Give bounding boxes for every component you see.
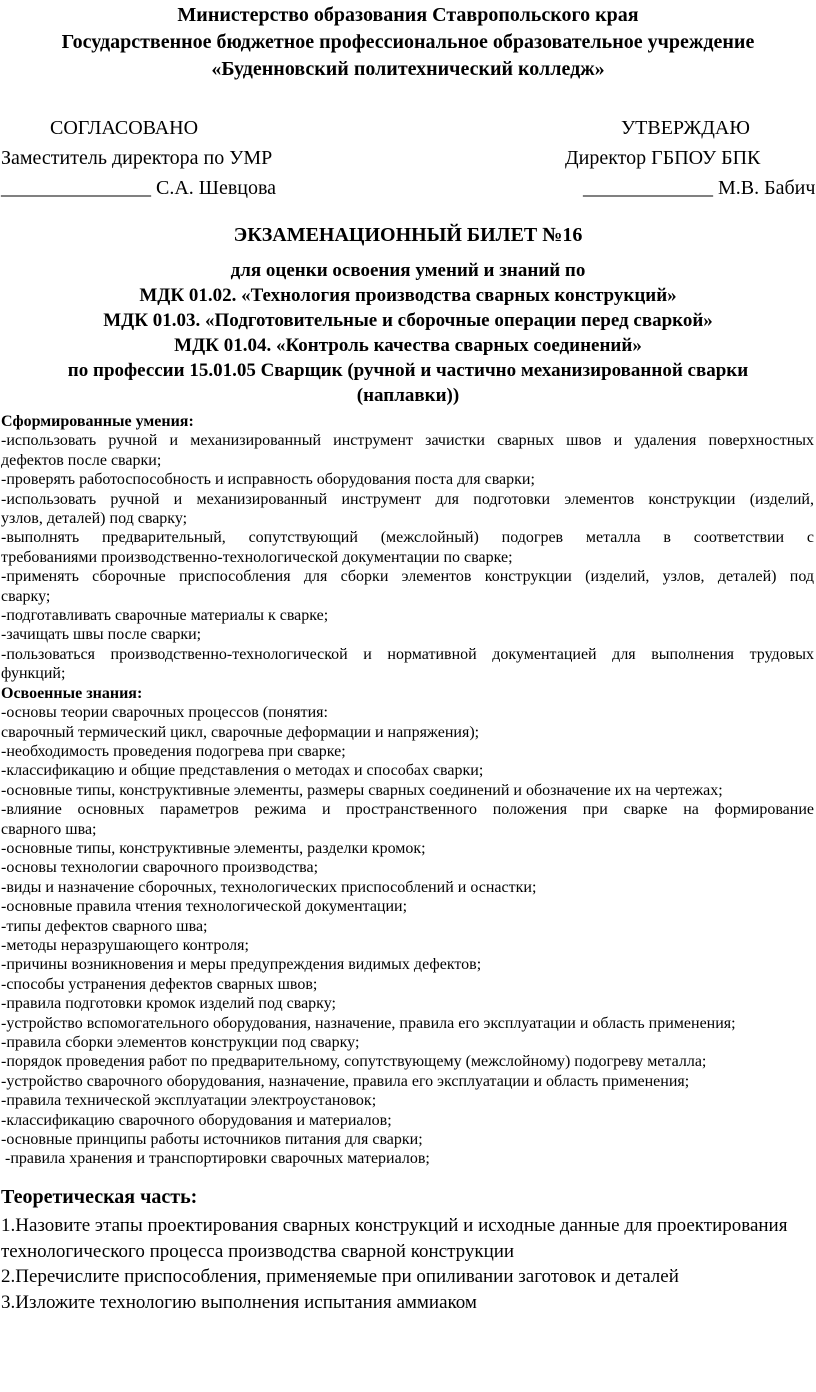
ticket-subtitle-line: для оценки освоения умений и знаний по bbox=[230, 260, 586, 281]
deputy-director-position: Заместитель директора по УМР bbox=[1, 147, 273, 169]
skill-line: -пользоваться производственно-технологической и нормативной документацией для выполнения трудовых bbox=[1, 645, 814, 663]
ticket-subtitle-line: МДК 01.04. «Контроль качества сварных соединений» bbox=[174, 335, 642, 356]
skill-line: -проверять работоспособность и исправность оборудования поста для сварки; bbox=[1, 471, 535, 489]
ticket-subtitle-line: (наплавки)) bbox=[356, 385, 460, 406]
skills-heading: Сформированные умения: bbox=[1, 413, 194, 430]
college-name-line: «Буденновский политехнический колледж» bbox=[211, 58, 605, 80]
skill-line: требованиями производственно-технологической документации по сварке; bbox=[1, 548, 513, 566]
knowledge-line: -классификацию и общие представления о методах и способах сварки; bbox=[1, 762, 484, 780]
knowledge-line: -правила технической эксплуатации электроустановок; bbox=[1, 1092, 377, 1110]
skills-section bbox=[0, 412, 816, 684]
knowledge-line: -устройство вспомогательного оборудования, назначение, правила его эксплуатации и область применения; bbox=[1, 1014, 736, 1032]
knowledge-line: -порядок проведения работ по предварительному, сопутствующему (межслойному) подогреву металла; bbox=[1, 1053, 707, 1071]
skill-line: дефектов после сварки; bbox=[1, 451, 162, 469]
director-position: Директор ГБПОУ БПК bbox=[565, 147, 761, 169]
ticket-subtitle-line: МДК 01.02. «Технология производства сварных конструкций» bbox=[139, 285, 677, 306]
approved-title: УТВЕРЖДАЮ bbox=[621, 117, 750, 139]
signature-block bbox=[0, 117, 816, 197]
knowledge-line: сварного шва; bbox=[1, 820, 97, 838]
knowledge-line: -правила подготовки кромок изделий под сварку; bbox=[1, 995, 336, 1013]
theory-heading: Теоретическая часть: bbox=[1, 1185, 198, 1208]
skill-line: узлов, деталей) под сварку; bbox=[1, 510, 188, 528]
knowledge-line: -устройство сварочного оборудования, назначение, правила его эксплуатации и область применения; bbox=[1, 1072, 690, 1090]
skill-line: -использовать ручной и механизированный инструмент для подготовки элементов конструкции (изделий, bbox=[1, 490, 814, 508]
ticket-title: ЭКЗАМЕНАЦИОННЫЙ БИЛЕТ №16 bbox=[233, 224, 583, 246]
skill-line: -выполнять предварительный, сопутствующий (межслойный) подогрев металла в соответствии с bbox=[1, 529, 814, 547]
knowledge-line: -правила сборки элементов конструкции под сварку; bbox=[1, 1034, 360, 1051]
knowledge-line: -основы технологии сварочного производства; bbox=[1, 859, 319, 877]
skill-line: функций; bbox=[1, 665, 66, 683]
knowledge-line: -основы теории сварочных процессов (понятия: bbox=[1, 704, 328, 722]
skill-line: -использовать ручной и механизированный инструмент зачистки сварных швов и удаления поверхностных bbox=[1, 432, 814, 450]
knowledge-line: сварочный термический цикл, сварочные деформации и напряжения); bbox=[1, 723, 480, 741]
agreed-title: СОГЛАСОВАНО bbox=[50, 117, 199, 139]
ticket-subtitle-line: по профессии 15.01.05 Сварщик (ручной и частично механизированной сварки bbox=[67, 360, 749, 381]
deputy-director-signature: _______________ С.А. Шевцова bbox=[1, 177, 277, 199]
theory-section bbox=[0, 1185, 816, 1316]
question-line: 2.Перечислите приспособления, применяемые при опиливании заготовок и деталей bbox=[1, 1266, 679, 1288]
knowledge-line: -основные правила чтения технологической документации; bbox=[1, 898, 408, 916]
knowledge-section bbox=[0, 684, 816, 1169]
knowledge-line: -правила хранения и транспортировки сварочных материалов; bbox=[1, 1150, 430, 1168]
ticket-subtitle-line: МДК 01.03. «Подготовительные и сборочные операции перед сваркой» bbox=[103, 310, 713, 331]
skill-line: -зачищать швы после сварки; bbox=[1, 626, 202, 644]
knowledge-line: -влияние основных параметров режима и пространственного положения при сварке на формирование bbox=[1, 801, 814, 819]
question-line: 3.Изложите технологию выполнения испытания аммиаком bbox=[1, 1291, 477, 1313]
skill-line: сварку; bbox=[1, 587, 51, 605]
knowledge-line: -способы устранения дефектов сварных швов; bbox=[1, 975, 318, 993]
knowledge-line: -виды и назначение сборочных, технологических приспособлений и оснастки; bbox=[1, 878, 537, 896]
knowledge-line: -причины возникновения и меры предупреждения видимых дефектов; bbox=[1, 956, 482, 974]
knowledge-line: -основные типы, конструктивные элементы, разделки кромок; bbox=[1, 839, 426, 857]
skill-line: -применять сборочные приспособления для сборки элементов конструкции (изделий, узлов, деталей) под bbox=[1, 568, 814, 586]
question-line: 1.Назовите этапы проектирования сварных конструкций и исходные данные для проектирования bbox=[1, 1215, 788, 1237]
skill-line: -подготавливать сварочные материалы к сварке; bbox=[1, 607, 329, 625]
knowledge-line: -типы дефектов сварного шва; bbox=[1, 917, 208, 935]
knowledge-line: -необходимость проведения подогрева при сварке; bbox=[1, 742, 346, 760]
director-signature: _____________ М.В. Бабич bbox=[583, 177, 816, 199]
ministry-line: Министерство образования Ставропольского края bbox=[177, 4, 639, 26]
knowledge-line: -основные типы, конструктивные элементы, размеры сварных соединений и обозначение их на чертежах; bbox=[1, 781, 723, 799]
knowledge-line: -методы неразрушающего контроля; bbox=[1, 936, 249, 954]
knowledge-heading: Освоенные знания: bbox=[1, 684, 143, 702]
institution-type-line: Государственное бюджетное профессиональное образовательное учреждение bbox=[61, 31, 755, 53]
question-line: технологического процесса производства сварной конструкции bbox=[1, 1240, 515, 1262]
knowledge-line: -классификацию сварочного оборудования и материалов; bbox=[1, 1111, 392, 1129]
knowledge-line: -основные принципы работы источников питания для сварки; bbox=[1, 1131, 423, 1149]
